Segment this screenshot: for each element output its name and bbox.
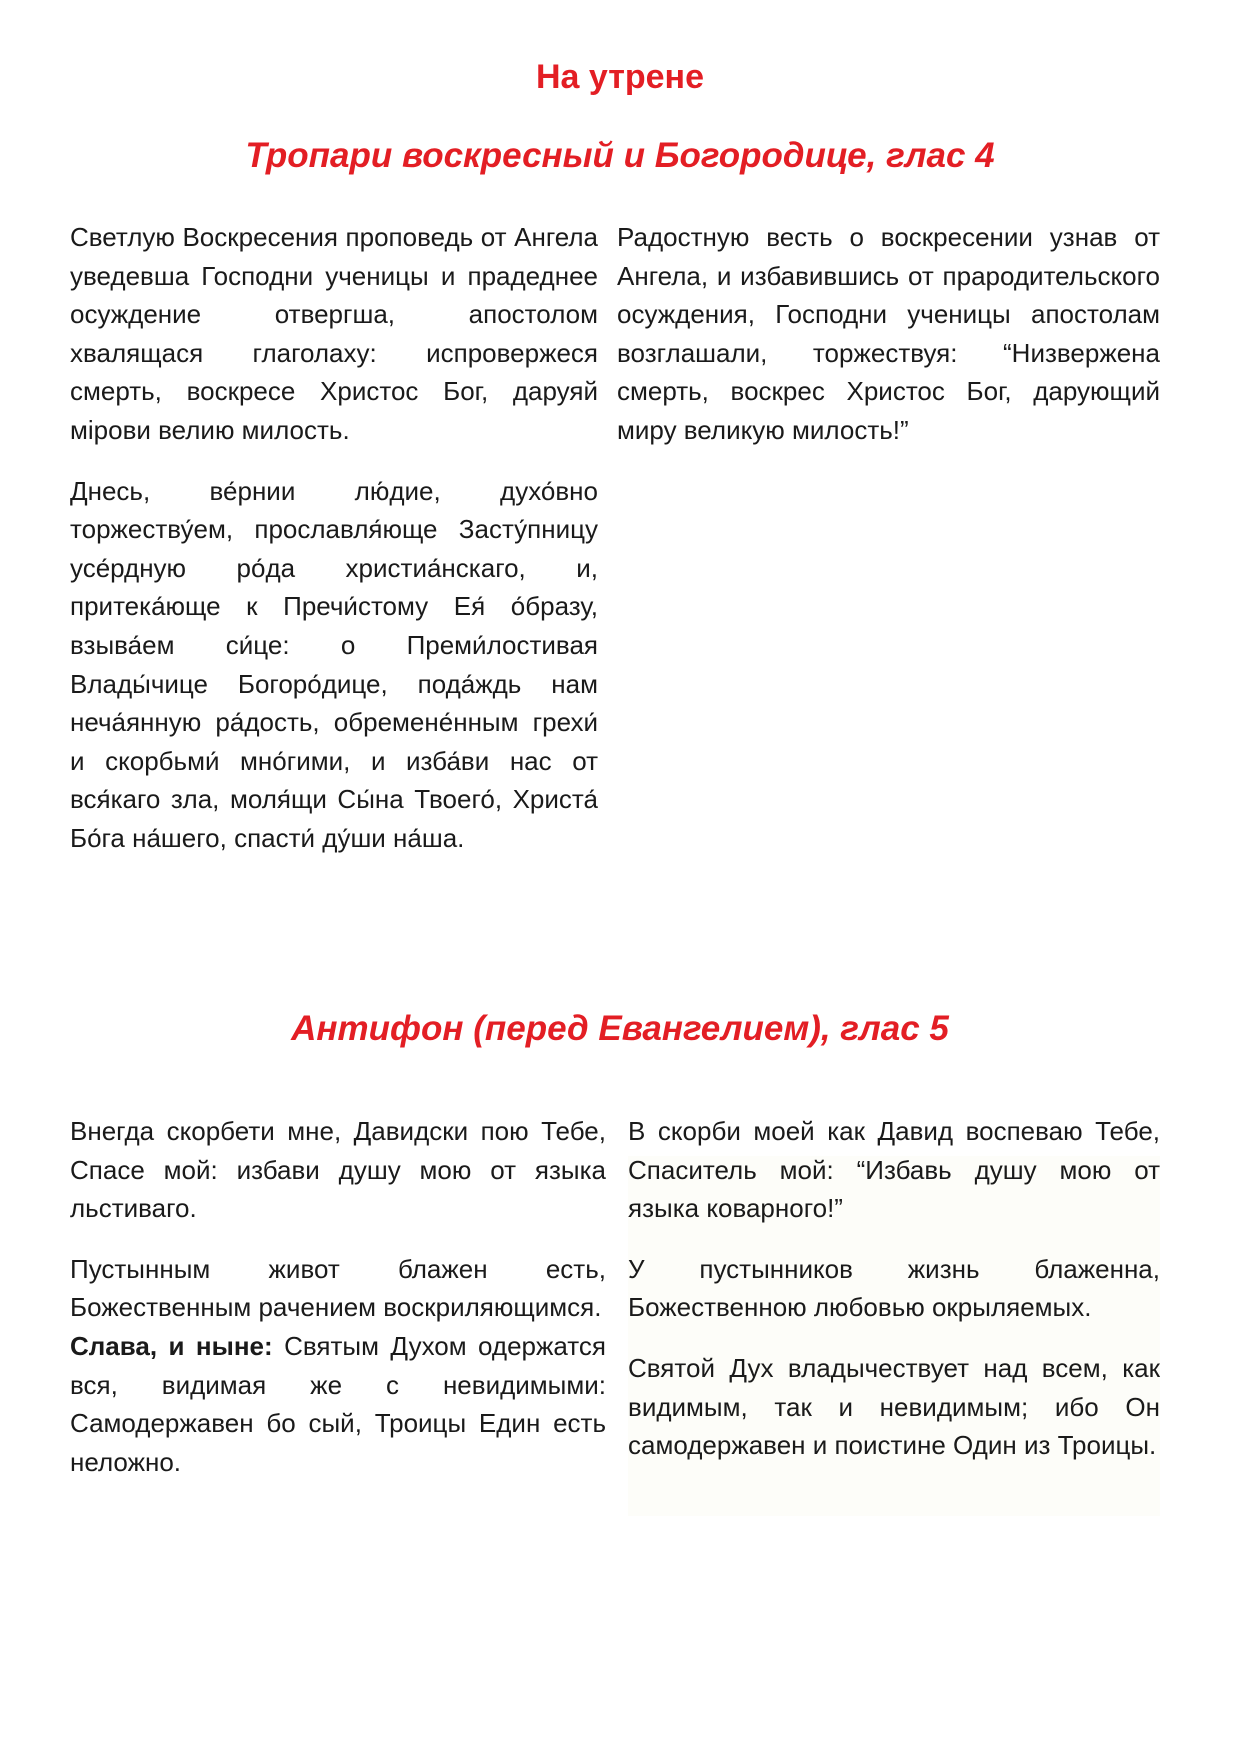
section1-church-slavonic-column [70, 218, 598, 858]
antiphon-verse-1-russian: В скорби моей как Давид воспеваю Тебе, Спаситель мой: “Избавь душу мою от языка коварного!” [628, 1116, 1160, 1224]
troparion-resurrection-slavonic: Светлую Воскресения проповедь от Ангела уведевша Господни ученицы и прадеднее осуждение отвергша, апостолом хвалящася глаголаху: испровержеся смерть, воскресе Христос Бог, даруяй мірови велию милость. [70, 222, 598, 445]
glory-label: Слава, и ныне: [70, 1330, 273, 1361]
troparion-theotokos-slavonic: Днесь, ве́рнии лю́дие, духо́вно торжеству́ем, прославля́юще Засту́пницу усе́рдную ро́да христиа́нскаго, и, притека́юще к Пречи́стому Ея́ о́бразу, взыва́ем си́це: о Преми́лостивая Влады́чице Богоро́дице, пода́ждь нам неча́янную ра́дость, обремене́нным грехи́ и скорбьми́ мно́гими, и изба́ви нас от вся́каго зла, моля́щи Сы́на Твоего́, Христа́ Бо́га на́шего, спасти́ ду́ши на́ша. [70, 475, 598, 853]
antiphon-verse-2-russian: У пустынников жизнь блаженна, Божественною любовью окрыляемых. [628, 1253, 1160, 1323]
antiphon-verse-1-slavonic: Внегда скорбети мне, Давидски пою Тебе, Спасе мой: избави душу мою от языка льстиваго. [70, 1116, 606, 1224]
section-heading-troparia: Тропари воскресный и Богородице, глас 4 [245, 136, 995, 175]
section2-russian-column [628, 1112, 1160, 1465]
antiphon-glory-russian: Святой Дух владычествует над всем, как видимым, так и невидимым; ибо Он самодержавен и поистине Один из Троицы. [628, 1352, 1160, 1461]
page-title: На утрене [535, 58, 704, 96]
antiphon-glory-slavonic [70, 1327, 606, 1481]
section1-russian-column [617, 218, 1160, 450]
glory-text: Святым Духом одержатся вся, видимая же с невидимыми: Самодержавен бо сый, Троицы Един есть неложно. [70, 1330, 606, 1477]
section2-church-slavonic-column [70, 1112, 606, 1481]
section-heading-antiphon: Антифон (перед Евангелием), глас 5 [291, 1009, 949, 1048]
troparion-resurrection-russian: Радостную весть о воскресении узнав от Ангела, и избавившись от прародительского осуждения, Господни ученицы апостолам возглашали, торжествуя: “Низвержена смерть, воскрес Христос Бог, дарующий миру великую милость!” [617, 222, 1160, 445]
antiphon-verse-2-slavonic: Пустынным живот блажен есть, Божественным рачением воскриляющимся. [70, 1253, 606, 1323]
